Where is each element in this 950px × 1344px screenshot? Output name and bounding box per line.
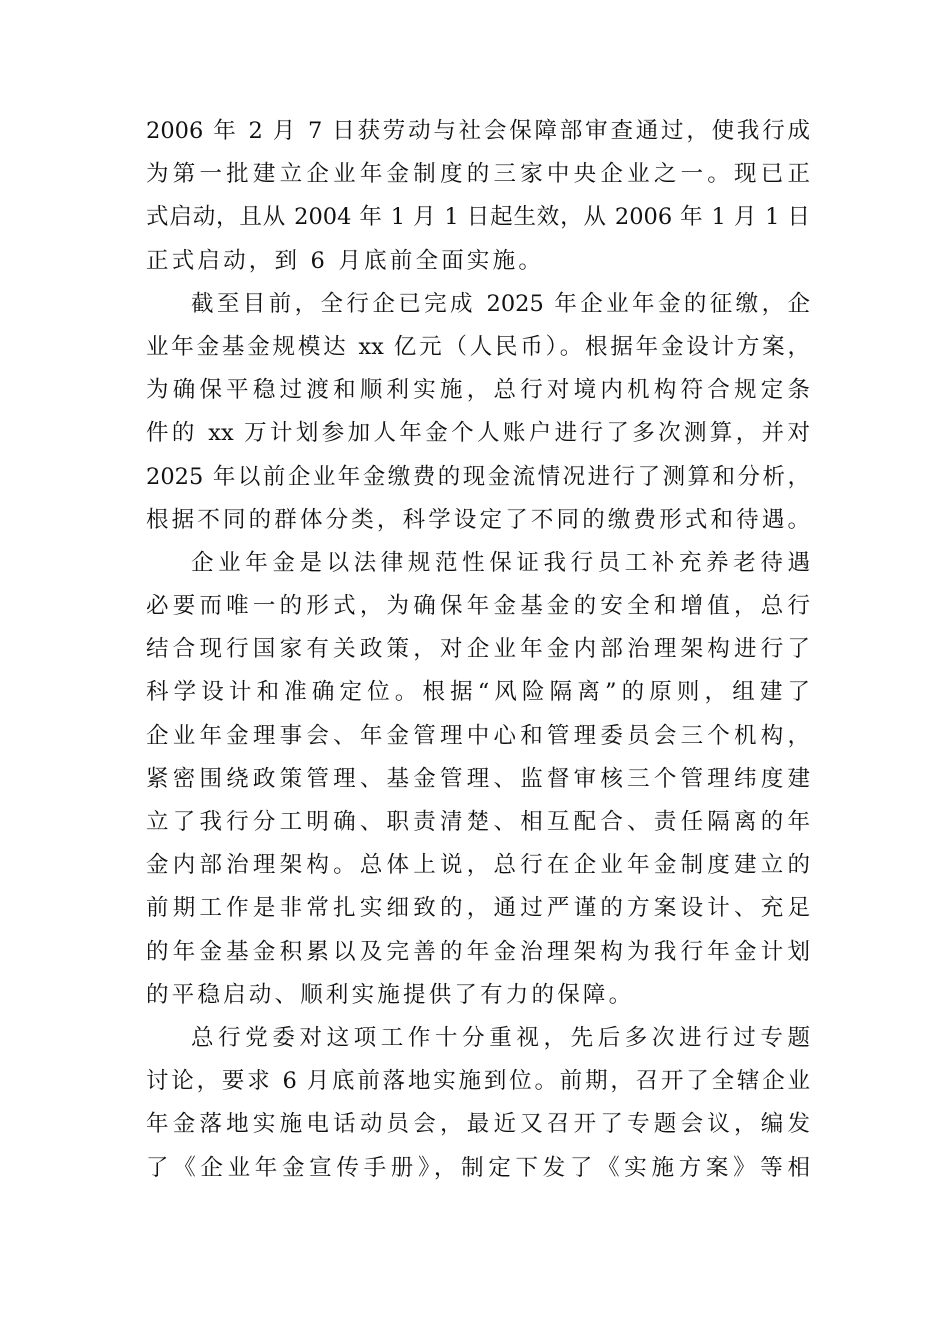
text-line: 年金落地实施电话动员会，最近又召开了专题会议，编发 — [146, 1111, 810, 1138]
text-line: 企业年金理事会、年金管理中心和管理委员会三个机构， — [146, 722, 810, 749]
text-line: 立了我行分工明确、职责清楚、相互配合、责任隔离的年 — [146, 809, 810, 835]
text-line: 2025 年以前企业年金缴费的现金流情况进行了测算和分析， — [146, 463, 810, 490]
paragraph-2 — [146, 283, 810, 542]
text-line: 根据不同的群体分类，科学设定了不同的缴费形式和待遇。 — [146, 506, 810, 533]
text-line: 结合现行国家有关政策，对企业年金内部治理架构进行了 — [146, 636, 810, 663]
text-line: 科学设计和准确定位。根据“风险隔离”的原则，组建了 — [146, 679, 810, 706]
text-line: 必要而唯一的形式，为确保年金基金的安全和增值，总行 — [146, 593, 810, 620]
body-text — [146, 110, 810, 1190]
text-line: 为第一批建立企业年金制度的三家中央企业之一。现已正 — [146, 161, 810, 188]
text-line: 截至目前，全行企已完成 2025 年企业年金的征缴，企 — [191, 290, 810, 317]
text-line: 总行党委对这项工作十分重视，先后多次进行过专题 — [191, 1024, 810, 1051]
text-line: 的平稳启动、顺利实施提供了有力的保障。 — [146, 981, 635, 1008]
paragraph-1 — [146, 110, 810, 283]
text-line: 业年金基金规模达 xx 亿元（人民币）。根据年金设计方案， — [146, 333, 810, 360]
text-line: 紧密围绕政策管理、基金管理、监督审核三个管理纬度建 — [146, 765, 810, 792]
text-line: 讨论，要求 6 月底前落地实施到位。前期，召开了全辖企业 — [146, 1068, 810, 1095]
text-line: 前期工作是非常扎实细致的，通过严谨的方案设计、充足 — [146, 895, 810, 922]
text-line: 的年金基金积累以及完善的年金治理架构为我行年金计划 — [146, 938, 810, 965]
text-line: 2006 年 2 月 7 日获劳动与社会保障部审查通过，使我行成 — [146, 118, 810, 144]
text-line: 正式启动，到 6 月底前全面实施。 — [146, 247, 545, 274]
paragraph-4 — [146, 1017, 810, 1190]
text-line: 金内部治理架构。总体上说，总行在企业年金制度建立的 — [146, 852, 810, 879]
text-line: 企业年金是以法律规范性保证我行员工补充养老待遇 — [191, 549, 810, 576]
paragraph-3 — [146, 542, 810, 1017]
text-line: 件的 xx 万计划参加人年金个人账户进行了多次测算，并对 — [146, 420, 810, 447]
text-line: 了《企业年金宣传手册》，制定下发了《实施方案》等相 — [146, 1154, 810, 1181]
text-line: 为确保平稳过渡和顺利实施，总行对境内机构符合规定条 — [146, 377, 810, 404]
text-line: 式启动，且从 2004 年 1 月 1 日起生效，从 2006 年 1 月 1 日 — [146, 204, 810, 231]
